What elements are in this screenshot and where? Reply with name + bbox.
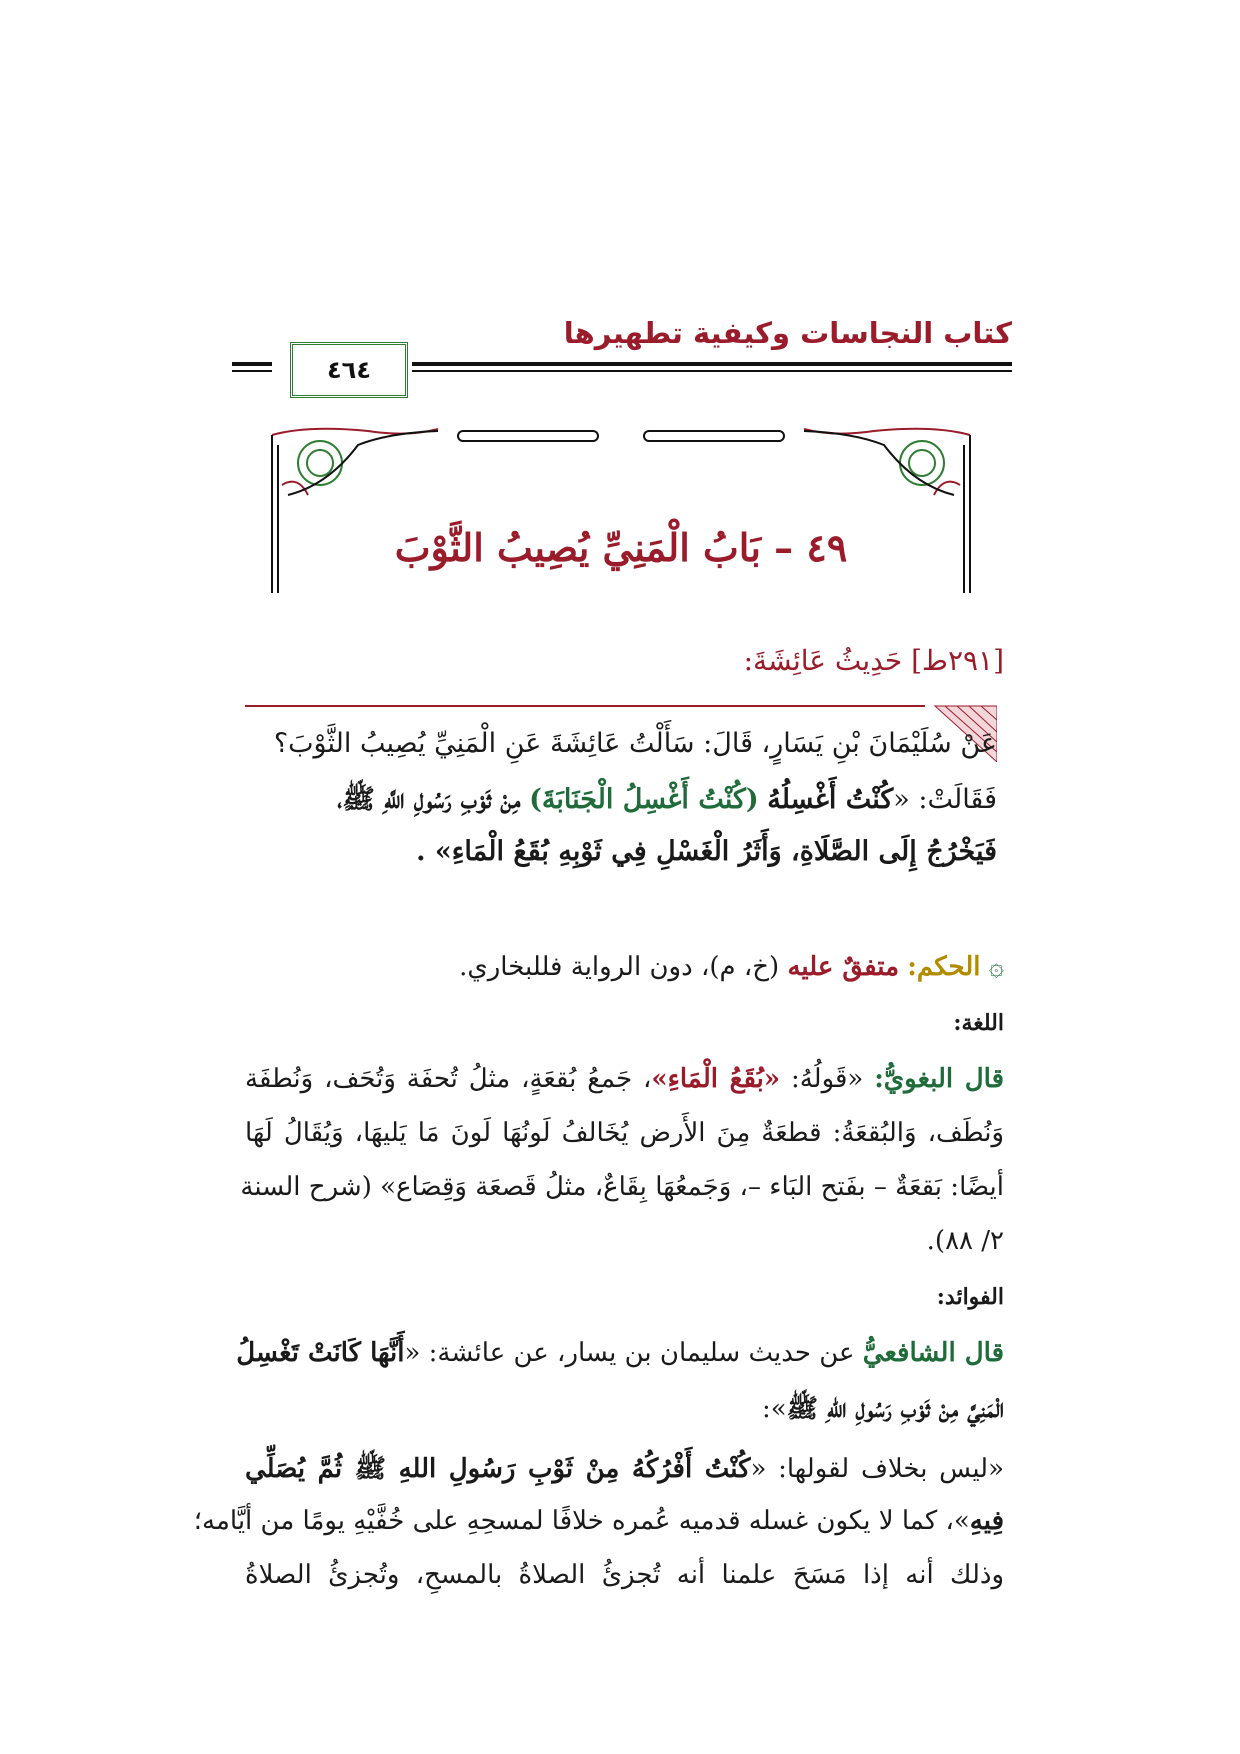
benefits-line-1 — [236, 1338, 1004, 1368]
benefits-label: الفوائد: — [936, 1284, 1004, 1310]
language-line-1-rest: ، جَمعُ بُقعَةٍ، مثلُ تُحفَة وَتُحَف، وَنُطفَة — [245, 1064, 652, 1094]
ruling-line — [459, 952, 1004, 982]
benefits-quote-close: »: — [761, 1394, 787, 1424]
running-header — [232, 312, 1012, 388]
chapter-frame — [268, 425, 974, 595]
book-title: كتاب النجاسات وكيفية تطهيرها — [563, 316, 1012, 350]
language-label: اللغة: — [953, 1010, 1004, 1036]
language-line-3: أيضًا: بَقعَةٌ – بفَتح البَاء –، وَجَمعُهَا بِقَاعٌ، مثلُ قَصعَة وَقِصَاع» (شرح السنة — [240, 1172, 1004, 1202]
language-line-2: وَنُطَف، وَالبُقعَةُ: قطعَةٌ مِنَ الأَرض يُخَالفُ لَونُهَا لَونَ مَا يَليهَا، وَيُقَالُ لَهَا — [245, 1118, 1004, 1148]
ruling-label: الحكم: — [907, 952, 981, 982]
hadith-box — [245, 702, 997, 932]
benefits-line-3 — [245, 1452, 1004, 1490]
language-line-1 — [245, 1064, 1004, 1094]
benefits-line-2 — [762, 1392, 1004, 1430]
benefits-line-3-text: «ليس بخلاف لقولها: « — [750, 1454, 1004, 1484]
benefits-quote-1: أَنَّهَا كَانَتْ تَغْسِلُ — [236, 1338, 405, 1368]
language-term: «بُقَعُ الْمَاءِ» — [651, 1064, 781, 1094]
language-line-4: ٢/ ٨٨). — [926, 1226, 1004, 1256]
page-number: ٤٦٤ — [327, 356, 371, 384]
flower-icon: ۞ — [988, 952, 1004, 982]
benefits-quote-2: كُنْتُ أَفْرُكُهُ مِنْ ثَوْبِ رَسُولِ اللهِ ﷺ ثُمَّ يُصَلِّي — [245, 1454, 751, 1484]
language-quote-open: «قَولُهُ: — [780, 1064, 864, 1094]
hadith-quote: كُنْتُ أَغْسِلُهُ — [767, 784, 894, 815]
hadith-line-2 — [245, 782, 997, 822]
page-number-frame — [290, 342, 408, 398]
scholar-baghawi: قال البغويُّ: — [874, 1064, 1004, 1094]
benefits-line-4-text: »، كما لا يكون غسله قدميه عُمره خلافًا لمسحِهِ على خُفَّيْهِ يومًا من أيَّامه؛ — [193, 1506, 970, 1536]
hadith-heading: [٢٩١ط] حَدِيثُ عَائِشَةَ: — [743, 644, 1004, 677]
benefits-line-1-text: عن حديث سليمان بن يسار، عن عائشة: « — [404, 1338, 855, 1368]
ruling-status: متفقٌ عليه — [787, 952, 900, 982]
ruling-text: (خ، م)، دون الرواية فللبخاري. — [459, 952, 780, 982]
chapter-title: ٤٩ – بَابُ الْمَنِيِّ يُصِيبُ الثَّوْبَ — [394, 525, 848, 570]
hadith-line-3: فَيَخْرُجُ إِلَى الصَّلَاةِ، وَأَثَرُ الْغَسْلِ فِي ثَوْبِهِ بُقَعُ الْمَاءِ» . — [416, 836, 997, 867]
benefits-quote-2-end: فِيهِ — [969, 1506, 1004, 1536]
hadith-line-1: عَنْ سُلَيْمَانَ بْنِ يَسَارٍ، قَالَ: سَأَلْتُ عَائِشَةَ عَنِ الْمَنِيِّ يُصِيبُ الثَّوْبَ؟ — [273, 728, 997, 759]
hadith-variant: (كُنْتُ أَغْسِلُ الْجَنَابَةَ) — [529, 784, 759, 815]
benefits-line-5: وذلك أنه إذا مَسَحَ علمنا أنه تُجزئُ الصلاةُ بالمسحِ، وتُجزئُ الصلاةُ — [245, 1560, 1004, 1590]
hadith-line-2-intro: فَقَالَتْ: « — [893, 784, 997, 815]
hadith-quote-cont: مِنْ ثَوْبِ رَسُولِ اللَّهِ ﷺ، — [337, 784, 521, 815]
scholar-shafii: قال الشافعيُّ — [862, 1338, 1004, 1368]
benefits-line-4 — [193, 1506, 1004, 1536]
benefits-quote-1-cont: الْمَنِيَّ مِنْ ثَوْبِ رَسُولِ اللهِ ﷺ — [786, 1394, 1004, 1424]
